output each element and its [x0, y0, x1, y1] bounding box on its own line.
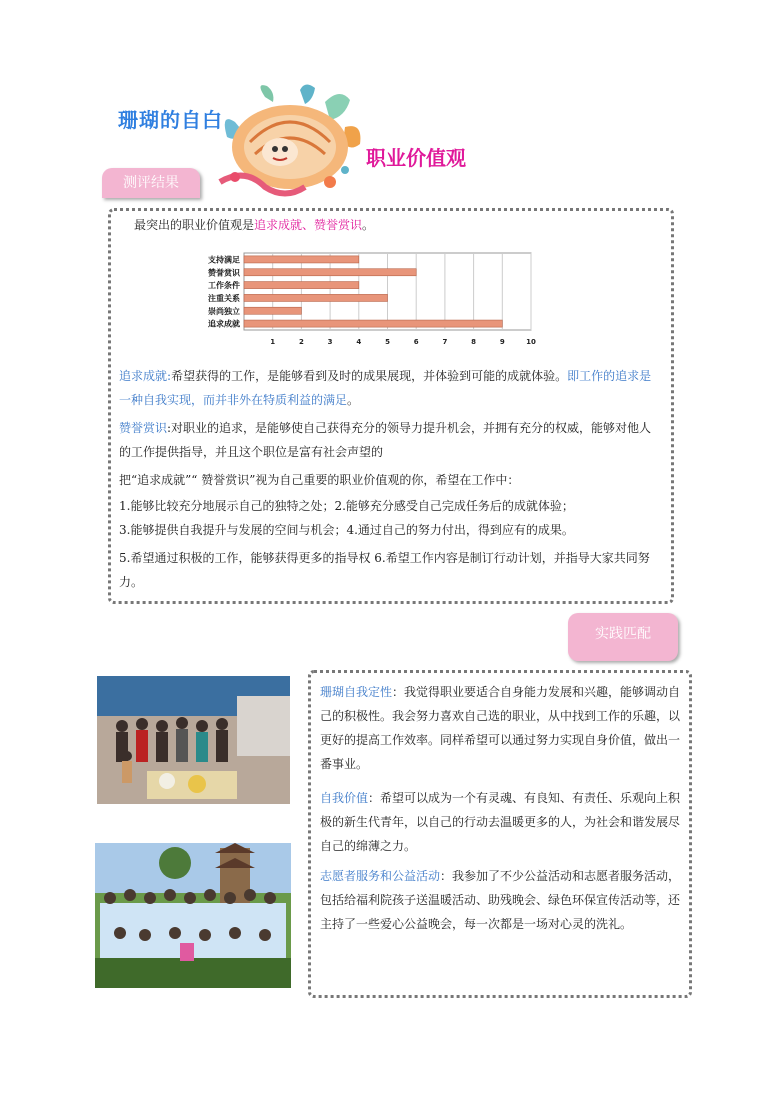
chart-tick-label: 6 [413, 338, 419, 346]
self-definition-label: 珊瑚自我定性 [320, 685, 393, 699]
achievement-colon: : [167, 369, 172, 383]
page-title: 珊瑚的自白 [118, 108, 223, 132]
chart-bar [244, 282, 359, 289]
chart-tick-label: 7 [442, 338, 448, 346]
self-value-paragraph [320, 786, 684, 858]
intro-suffix: 。 [362, 218, 375, 232]
tab-practice-match: 实践匹配 [568, 613, 678, 661]
self-definition-paragraph [320, 680, 684, 776]
wish-line-3: 5.希望通过积极的工作，能够获得更多的指导权 6.希望工作内容是制订行动计划，并指导大家共同努力。 [119, 551, 650, 589]
volunteer-label: 志愿者服务和公益活动 [320, 869, 441, 883]
recognition-paragraph [119, 416, 663, 464]
chart-category-label: 支持满足 [208, 255, 240, 265]
intro-line [134, 213, 654, 237]
volunteer-paragraph [320, 864, 684, 936]
chart-tick-label: 4 [356, 338, 362, 346]
chart-tick-label: 3 [327, 338, 333, 346]
coral-shell-illustration [205, 82, 370, 200]
wish-line-2: 3.能够提供自我提升与发展的空间与机会；4.通过自己的努力付出，得到应有的成果。 [119, 523, 574, 537]
chart-category-label: 工作条件 [208, 281, 240, 291]
values-summary: 把“追求成就”“ 赞誉赏识”视为自己重要的职业价值观的你，希望在工作中： [119, 473, 520, 487]
chart-tick-label: 1 [270, 338, 276, 346]
chart-category-label: 追求成就 [208, 319, 240, 329]
chart-bar [244, 256, 359, 263]
self-definition-text: ：我觉得职业要适合自身能力发展和兴趣，能够调动自己的积极性。我会努力喜欢自己选的职业，从中找到工作的乐趣，以更好的提高工作效率。同样希望可以通过努力实现自身价值，做出一番事业。 [320, 685, 681, 771]
volunteer-group-photo [95, 843, 291, 988]
self-value-label: 自我价值 [320, 791, 369, 805]
chart-bar [244, 294, 388, 301]
recognition-label: 赞誉赏识 [119, 421, 168, 435]
chart-tick-label: 5 [385, 338, 390, 346]
self-value-text: ：希望可以成为一个有灵魂、有良知、有责任、乐观向上积极的新生代青年，以自己的行动去温暖更多的人，为社会和谐发展尽自己的绵薄之力。 [320, 791, 681, 853]
chart-tick-label: 2 [298, 338, 304, 346]
achievement-label: 追求成就 [119, 369, 168, 383]
chart-category-label: 崇尚独立 [208, 306, 240, 316]
achievement-text: 希望获得的工作，是能够看到及时的成果展现，并体验到可能的成就体验。 [171, 369, 568, 383]
wish-line-1: 1.能够比较充分地展示自己的独特之处；2.能够充分感受自己完成任务后的成就体验； [119, 499, 574, 513]
achievement-end: 。 [347, 393, 360, 407]
chart-tick-label: 9 [499, 338, 505, 346]
achievement-paragraph [119, 364, 663, 412]
values-bar-chart [196, 248, 541, 353]
chart-bar [244, 269, 416, 276]
charity-event-photo [97, 676, 290, 804]
page-subtitle: 职业价值观 [366, 146, 466, 170]
volunteer-text: ：我参加了不少公益活动和志愿者服务活动，包括给福利院孩子送温暖活动、助残晚会、绿色环保宣传活动等，还主持了一些爱心公益晚会，每一次都是一场对心灵的洗礼。 [320, 869, 681, 931]
chart-category-label: 赞誉赏识 [208, 268, 240, 278]
intro-highlight: 追求成就、赞誉赏识 [254, 218, 363, 232]
recognition-text: :对职业的追求，是能够使自己获得充分的领导力提升机会，并拥有充分的权威，能够对他人的工作提供指导，并且这个职位是富有社会声望的 [119, 421, 652, 459]
chart-tick-label: 8 [471, 338, 477, 346]
achievement-highlight: 即工作的追求是一种自我实现，而并非外在特质利益的满足 [119, 369, 652, 407]
tab-assessment-results: 测评结果 [102, 168, 200, 198]
chart-bar [244, 307, 301, 314]
chart-category-label: 注重关系 [208, 293, 240, 303]
intro-prefix: 最突出的职业价值观是 [134, 218, 255, 232]
chart-bar [244, 320, 502, 327]
chart-tick-label: 10 [526, 338, 536, 346]
